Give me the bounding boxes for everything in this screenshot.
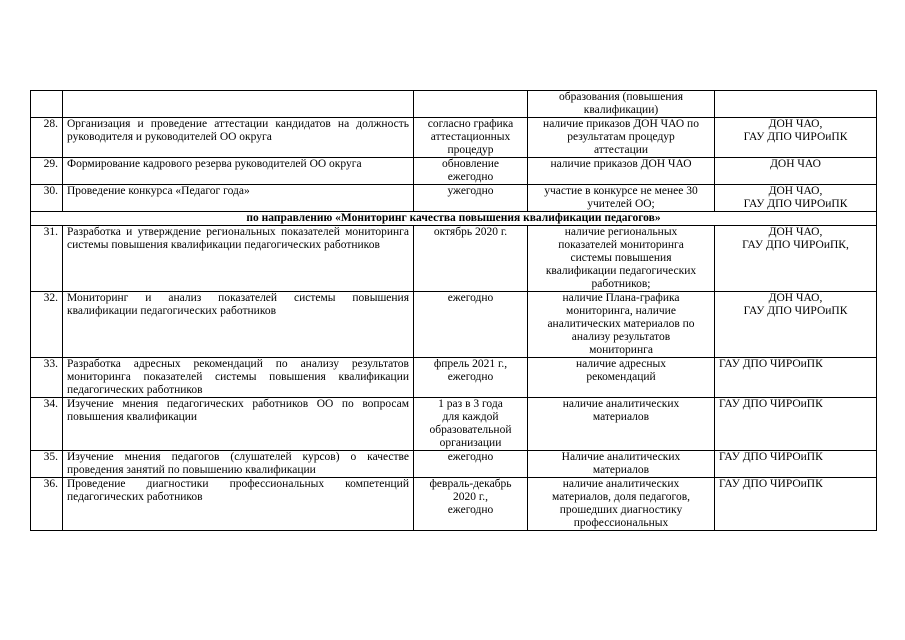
activity-cell: Организация и проведение аттестации кандидатов на должность руководителя и руководителей ОО округа xyxy=(63,118,414,158)
responsible-cell: ГАУ ДПО ЧИРОиПК xyxy=(715,358,877,398)
row-number-cell: 34. xyxy=(31,398,63,451)
deadline-cell: фпрель 2021 г., ежегодно xyxy=(414,358,528,398)
deadline-cell: февраль-декабрь 2020 г., ежегодно xyxy=(414,478,528,531)
deadline-cell: ежегодно xyxy=(414,292,528,358)
result-cell: наличие приказов ДОН ЧАО xyxy=(528,158,715,185)
table-row xyxy=(31,398,877,451)
deadline-cell: обновление ежегодно xyxy=(414,158,528,185)
deadline-cell: согласно графика аттестационных процедур xyxy=(414,118,528,158)
result-cell: Наличие аналитических материалов xyxy=(528,451,715,478)
responsible-cell: ДОН ЧАО, ГАУ ДПО ЧИРОиПК xyxy=(715,292,877,358)
activity-cell: Изучение мнения педагогов (слушателей курсов) о качестве проведения занятий по повышению квалификации xyxy=(63,451,414,478)
row-number-cell xyxy=(31,91,63,118)
deadline-cell xyxy=(414,91,528,118)
plan-table xyxy=(30,90,877,531)
row-number-cell: 32. xyxy=(31,292,63,358)
result-cell: наличие аналитических материалов, доля педагогов, прошедших диагностику профессиональных xyxy=(528,478,715,531)
row-number-cell: 33. xyxy=(31,358,63,398)
deadline-cell: ежегодно xyxy=(414,451,528,478)
table-row xyxy=(31,158,877,185)
row-number-cell: 29. xyxy=(31,158,63,185)
table-row xyxy=(31,451,877,478)
result-cell: наличие региональных показателей мониторинга системы повышения квалификации педагогических работников; xyxy=(528,226,715,292)
table-row xyxy=(31,226,877,292)
responsible-cell: ДОН ЧАО, ГАУ ДПО ЧИРОиПК, xyxy=(715,226,877,292)
deadline-cell: ужегодно xyxy=(414,185,528,212)
activity-cell: Изучение мнения педагогических работников ОО по вопросам повышения квалификации xyxy=(63,398,414,451)
responsible-cell: ГАУ ДПО ЧИРОиПК xyxy=(715,451,877,478)
table-row xyxy=(31,118,877,158)
result-cell: участие в конкурсе не менее 30 учителей ОО; xyxy=(528,185,715,212)
responsible-cell xyxy=(715,91,877,118)
row-number-cell: 31. xyxy=(31,226,63,292)
result-cell: наличие аналитических материалов xyxy=(528,398,715,451)
row-number-cell: 28. xyxy=(31,118,63,158)
row-number-cell: 30. xyxy=(31,185,63,212)
deadline-cell: октябрь 2020 г. xyxy=(414,226,528,292)
table-row xyxy=(31,292,877,358)
activity-cell: Разработка адресных рекомендаций по анализу результатов мониторинга показателей системы повышения квалификации педагогических работников xyxy=(63,358,414,398)
result-cell: наличие адресных рекомендаций xyxy=(528,358,715,398)
activity-cell: Разработка и утверждение региональных показателей мониторинга системы повышения квалификации педагогических работников xyxy=(63,226,414,292)
activity-cell: Проведение конкурса «Педагог года» xyxy=(63,185,414,212)
responsible-cell: ГАУ ДПО ЧИРОиПК xyxy=(715,398,877,451)
result-cell: наличие Плана-графика мониторинга, наличие аналитических материалов по анализу результатов мониторинга xyxy=(528,292,715,358)
section-heading-row xyxy=(31,212,877,226)
activity-cell: Проведение диагностики профессиональных компетенций педагогических работников xyxy=(63,478,414,531)
table-row xyxy=(31,358,877,398)
activity-cell: Мониторинг и анализ показателей системы повышения квалификации педагогических работников xyxy=(63,292,414,358)
activity-cell xyxy=(63,91,414,118)
responsible-cell: ДОН ЧАО, ГАУ ДПО ЧИРОиПК xyxy=(715,185,877,212)
responsible-cell: ГАУ ДПО ЧИРОиПК xyxy=(715,478,877,531)
row-number-cell: 36. xyxy=(31,478,63,531)
result-cell: наличие приказов ДОН ЧАО по результатам процедур аттестации xyxy=(528,118,715,158)
activity-cell: Формирование кадрового резерва руководителей ОО округа xyxy=(63,158,414,185)
table-row xyxy=(31,185,877,212)
table-row xyxy=(31,478,877,531)
result-cell: образования (повышения квалификации) xyxy=(528,91,715,118)
section-heading: по направлению «Мониторинг качества повышения квалификации педагогов» xyxy=(31,212,877,226)
responsible-cell: ДОН ЧАО xyxy=(715,158,877,185)
table-row xyxy=(31,91,877,118)
deadline-cell: 1 раз в 3 года для каждой образовательной организации xyxy=(414,398,528,451)
row-number-cell: 35. xyxy=(31,451,63,478)
responsible-cell: ДОН ЧАО, ГАУ ДПО ЧИРОиПК xyxy=(715,118,877,158)
